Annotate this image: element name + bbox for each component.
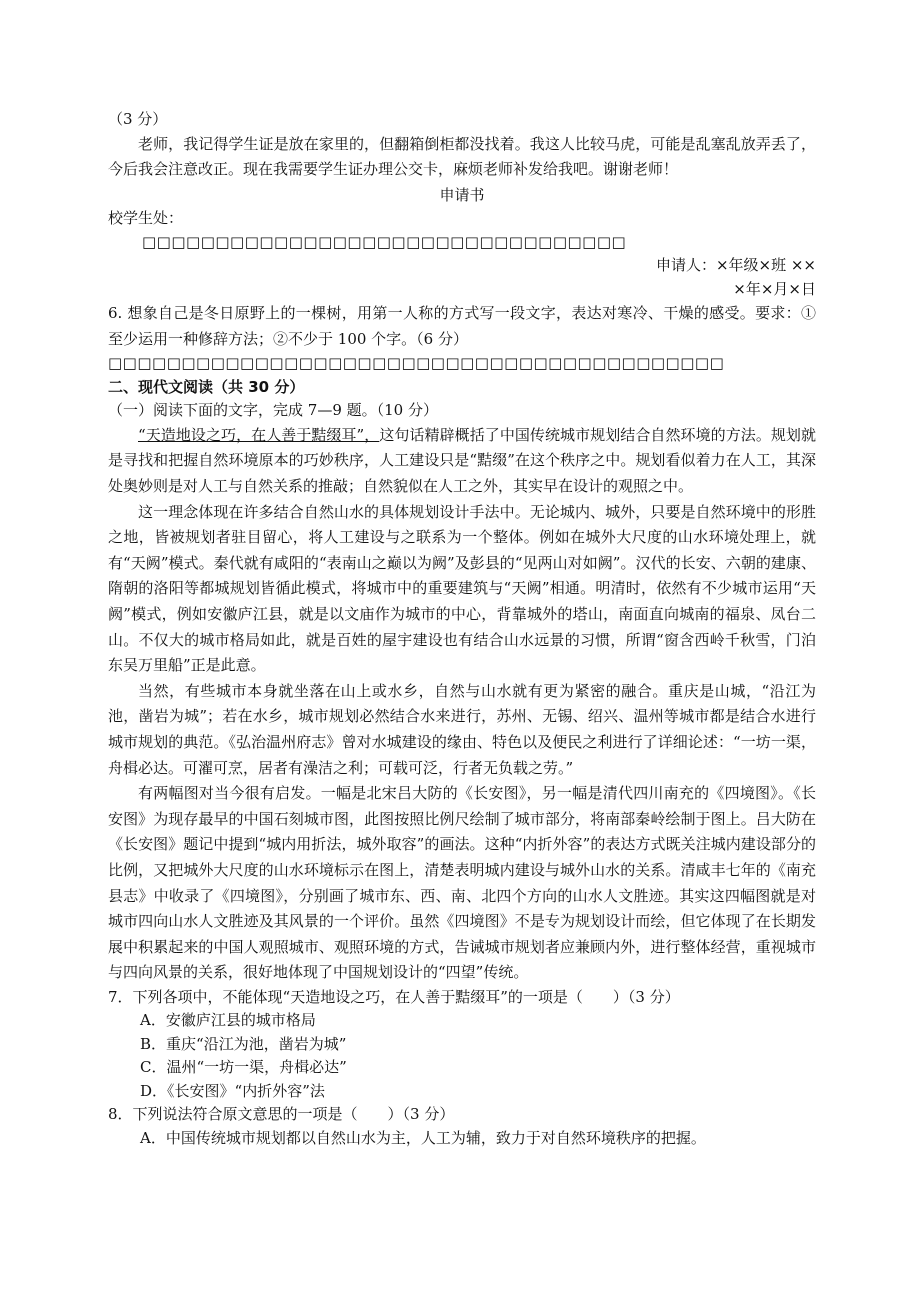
application-title: 申请书 — [439, 185, 485, 204]
question-6: 6. 想象自己是冬日原野上的一棵树，用第一人称的方式写一段文字，表达对寒冷、干燥的感受。要求：①至少运用一种修辞方法；②不少于 100 个字。（6 分） — [108, 304, 816, 348]
score-label: （3 分） — [108, 110, 168, 128]
question-7-option-c: C．温州“一坊一渠，舟楫必达” — [140, 1058, 347, 1077]
passage-paragraph-1-text: 这句话精辟概括了中国传统城市规划结合自然环境的方法。规划就是寻找和把握自然环境原本的巧妙秩序，人工建设只是“黠缀”在这个秩序之中。规划看似着力在人工，其深处奥妙则是对人工与自然关系的推敲；自然貌似在人工之外，其实早在设计的观照之中。 — [108, 425, 816, 496]
question-7-stem: 7．下列各项中，不能体现“天造地设之巧，在人善于黠缀耳”的一项是（ ）（3 分） — [108, 987, 680, 1006]
application-date: ×年×月×日 — [733, 279, 816, 298]
section-heading: 二、现代文阅读（共 30 分） — [108, 377, 305, 396]
applicant-signature: 申请人：×年级×班 ×× — [655, 256, 816, 275]
quoted-underlined-text: “天造地设之巧，在人善于黠缀耳”， — [138, 425, 380, 444]
passage-paragraph-2: 这一理念体现在许多结合自然山水的具体规划设计手法中。无论城内、城外，只要是自然环境中的形胜之地，皆被规划者驻目留心，将人工建设与之联系为一个整体。例如在城外大尺度的山水环境处理上，就有“天阙”模式。秦代就有咸阳的“表南山之巅以为阙”及彭县的“见两山对如阙”。汉代的长安、六朝的建康、隋朝的洛阳等都城规划皆循此模式，将城市中的重要建筑与“天阙”相通。明清时，依然有不少城市运用“天阙”模式，例如安徽庐江县，就是以文庙作为城市的中心，背靠城外的塔山，南面直向城南的福泉、凤台二山。不仅大的城市格局如此，就是百姓的屋宇建设也有结合山水远景的习惯，所谓“窗含西岭千秋雪，门泊东吴万里船”正是此意。 — [108, 502, 816, 675]
page-content — [108, 108, 816, 1150]
question-7-option-a: A．安徽庐江县的城市格局 — [140, 1011, 316, 1030]
reading-instruction: （一）阅读下面的文字，完成 7—9 题。（10 分） — [108, 401, 438, 420]
passage-paragraph-3: 当然，有些城市本身就坐落在山上或水乡，自然与山水就有更为紧密的融合。重庆是山城，“沿江为池，凿岩为城”；若在水乡，城市规划必然结合水来进行，苏州、无锡、绍兴、温州等城市都是结合水进行城市规划的典范。《弘治温州府志》曾对水城建设的缘由、特色以及便民之利进行了详细论述：“一坊一渠，舟楫必达。可濯可烹，居者有澡洁之利；可载可泛，行者无负载之劳。” — [108, 681, 816, 777]
passage-paragraph-1 — [108, 423, 816, 500]
question-7-option-b: B．重庆“沿江为池，凿岩为城” — [140, 1034, 347, 1053]
question-8-option-a: A．中国传统城市规划都以自然山水为主，人工为辅，致力于对自然环境秩序的把握。 — [140, 1128, 706, 1147]
answer-boxes-q6: □□□□□□□□□□□□□□□□□□□□□□□□□□□□□□□□□□□□□□□□□□ — [108, 354, 725, 373]
answer-boxes-application: □□□□□□□□□□□□□□□□□□□□□□□□□□□□□□□□□ — [142, 232, 627, 251]
application-recipient: 校学生处： — [108, 209, 184, 228]
question-7-option-d: D．《长安图》“内折外容”法 — [140, 1081, 325, 1100]
question-8-stem: 8．下列说法符合原文意思的一项是（ ）（3 分） — [108, 1105, 455, 1124]
student-note: 老师，我记得学生证是放在家里的，但翻箱倒柜都没找着。我这人比较马虎，可能是乱塞乱放弄丢了，今后我会注意改正。现在我需要学生证办理公交卡，麻烦老师补发给我吧。谢谢老师！ — [108, 134, 816, 179]
passage-paragraph-4: 有两幅图对当今很有启发。一幅是北宋吕大防的《长安图》，另一幅是清代四川南充的《四境图》。《长安图》为现存最早的中国石刻城市图，此图按照比例尺绘制了城市部分，将南部秦岭绘制于图上。吕大防在《长安图》题记中提到“城内用折法，城外取容”的画法。这种“内折外容”的表达方式既关注城内建设部分的比例，又把城外大尺度的山水环境标示在图上，清楚表明城内建设与城外山水的关系。清咸丰七年的《南充县志》中收录了《四境图》，分别画了城市东、西、南、北四个方向的山水人文胜迹。其实这四幅图就是对城市四向山水人文胜迹及其风景的一个评价。虽然《四境图》不是专为规划设计而绘，但它体现了在长期发展中积累起来的中国人观照城市、观照环境的方式，告诫城市规划者应兼顾内外，进行整体经营，重视城市与四向风景的关系，很好地体现了中国规划设计的“四望”传统。 — [108, 784, 816, 982]
